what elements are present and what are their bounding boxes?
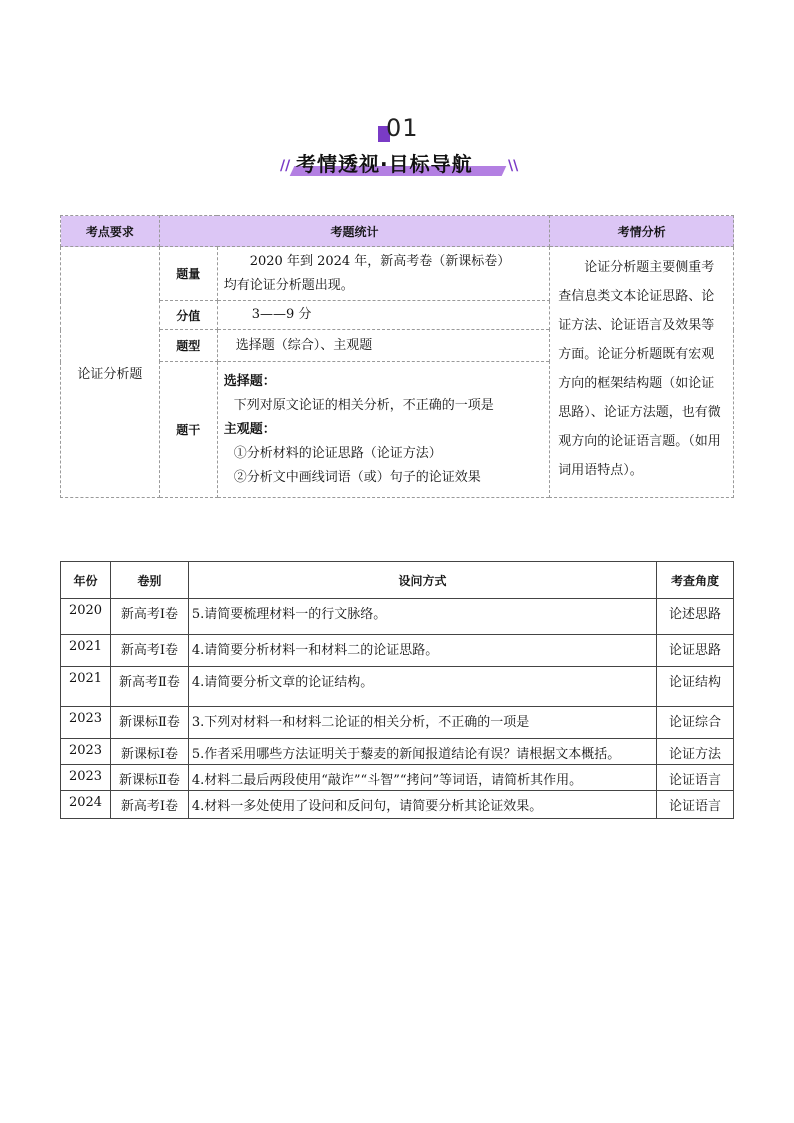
angle-cell: 论证综合 (657, 707, 734, 739)
year-cell: 2023 (61, 765, 111, 791)
row-label: 题量 (159, 247, 217, 301)
year-cell: 2023 (61, 739, 111, 765)
year-cell: 2024 (61, 791, 111, 819)
requirement-cell: 论证分析题 (61, 247, 160, 498)
content-line: 主观题： (223, 421, 276, 437)
table-row (61, 739, 734, 765)
content-line: 3——9 分 (251, 307, 312, 322)
year-cell: 2020 (61, 599, 111, 635)
header-analysis: 考情分析 (550, 216, 734, 247)
table-row (61, 635, 734, 667)
table-header-row (61, 216, 734, 247)
title-slash-right: \\ (508, 158, 519, 174)
content-line: 2020 年到 2024 年，新高考卷（新课标卷） (249, 253, 511, 269)
question-cell: 4.请简要分析文章的论证结构。 (188, 667, 656, 707)
question-cell: 4.材料二最后两段使用“敲诈”“斗智”“拷问”等词语，请简析其作用。 (188, 765, 656, 791)
table-row (61, 667, 734, 707)
row-content (217, 247, 549, 301)
question-history-table (60, 561, 734, 819)
paper-cell: 新高考Ⅰ卷 (110, 599, 188, 635)
header-requirement: 考点要求 (61, 216, 160, 247)
header-question: 设问方式 (188, 562, 656, 599)
angle-cell: 论证语言 (657, 791, 734, 819)
row-label: 题型 (159, 330, 217, 362)
table-row (61, 707, 734, 739)
paper-cell: 新高考Ⅰ卷 (110, 791, 188, 819)
content-line: ②分析文中画线词语（或）句子的论证效果 (233, 469, 481, 485)
paper-cell: 新课标Ⅱ卷 (110, 765, 188, 791)
content-line: 选择题（综合）、主观题 (235, 337, 373, 353)
question-cell: 5.请简要梳理材料一的行文脉络。 (188, 599, 656, 635)
content-line: ①分析材料的论证思路（论证方法） (233, 445, 442, 461)
row-label: 分值 (159, 301, 217, 330)
paper-cell: 新课标Ⅰ卷 (110, 739, 188, 765)
question-cell: 4.材料一多处使用了设问和反问句，请简要分析其论证效果。 (188, 791, 656, 819)
row-content (217, 362, 549, 498)
header-angle: 考查角度 (657, 562, 734, 599)
angle-cell: 论述思路 (657, 599, 734, 635)
table-row (61, 765, 734, 791)
table-row (61, 791, 734, 819)
year-cell: 2021 (61, 635, 111, 667)
content-line: 均有论证分析题出现。 (223, 277, 354, 293)
table-header-row (61, 562, 734, 599)
question-cell: 3.下列对材料一和材料二论证的相关分析，不正确的一项是 (188, 707, 656, 739)
question-cell: 4.请简要分析材料一和材料二的论证思路。 (188, 635, 656, 667)
header-year: 年份 (61, 562, 111, 599)
angle-cell: 论证思路 (657, 635, 734, 667)
analysis-cell: 论证分析题主要侧重考查信息类文本论证思路、论证方法、论证语言及效果等方面。论证分析题既有宏观方向的框架结构题（如论证思路）、论证方法题，也有微观方向的论证语言题。（如用词用语特点）。 (550, 247, 734, 498)
content-line: 下列对原文论证的相关分析，不正确的一项是 (233, 397, 494, 413)
title-slash-left: // (280, 158, 291, 174)
year-cell: 2023 (61, 707, 111, 739)
section-title: 考情透视·目标导航 (296, 152, 473, 176)
paper-cell: 新高考Ⅰ卷 (110, 635, 188, 667)
table-row (61, 247, 734, 301)
paper-cell: 新高考Ⅱ卷 (110, 667, 188, 707)
header-paper: 卷别 (110, 562, 188, 599)
row-content (217, 301, 549, 330)
row-label: 题干 (159, 362, 217, 498)
paper-cell: 新课标Ⅱ卷 (110, 707, 188, 739)
angle-cell: 论证语言 (657, 765, 734, 791)
year-cell: 2021 (61, 667, 111, 707)
content-line: 选择题： (223, 373, 276, 389)
angle-cell: 论证结构 (657, 667, 734, 707)
section-number: 01 (386, 114, 419, 142)
angle-cell: 论证方法 (657, 739, 734, 765)
row-content (217, 330, 549, 362)
header-statistics: 考题统计 (159, 216, 549, 247)
exam-overview-table (60, 215, 734, 498)
table-row (61, 599, 734, 635)
question-cell: 5.作者采用哪些方法证明关于藜麦的新闻报道结论有误？请根据文本概括。 (188, 739, 656, 765)
